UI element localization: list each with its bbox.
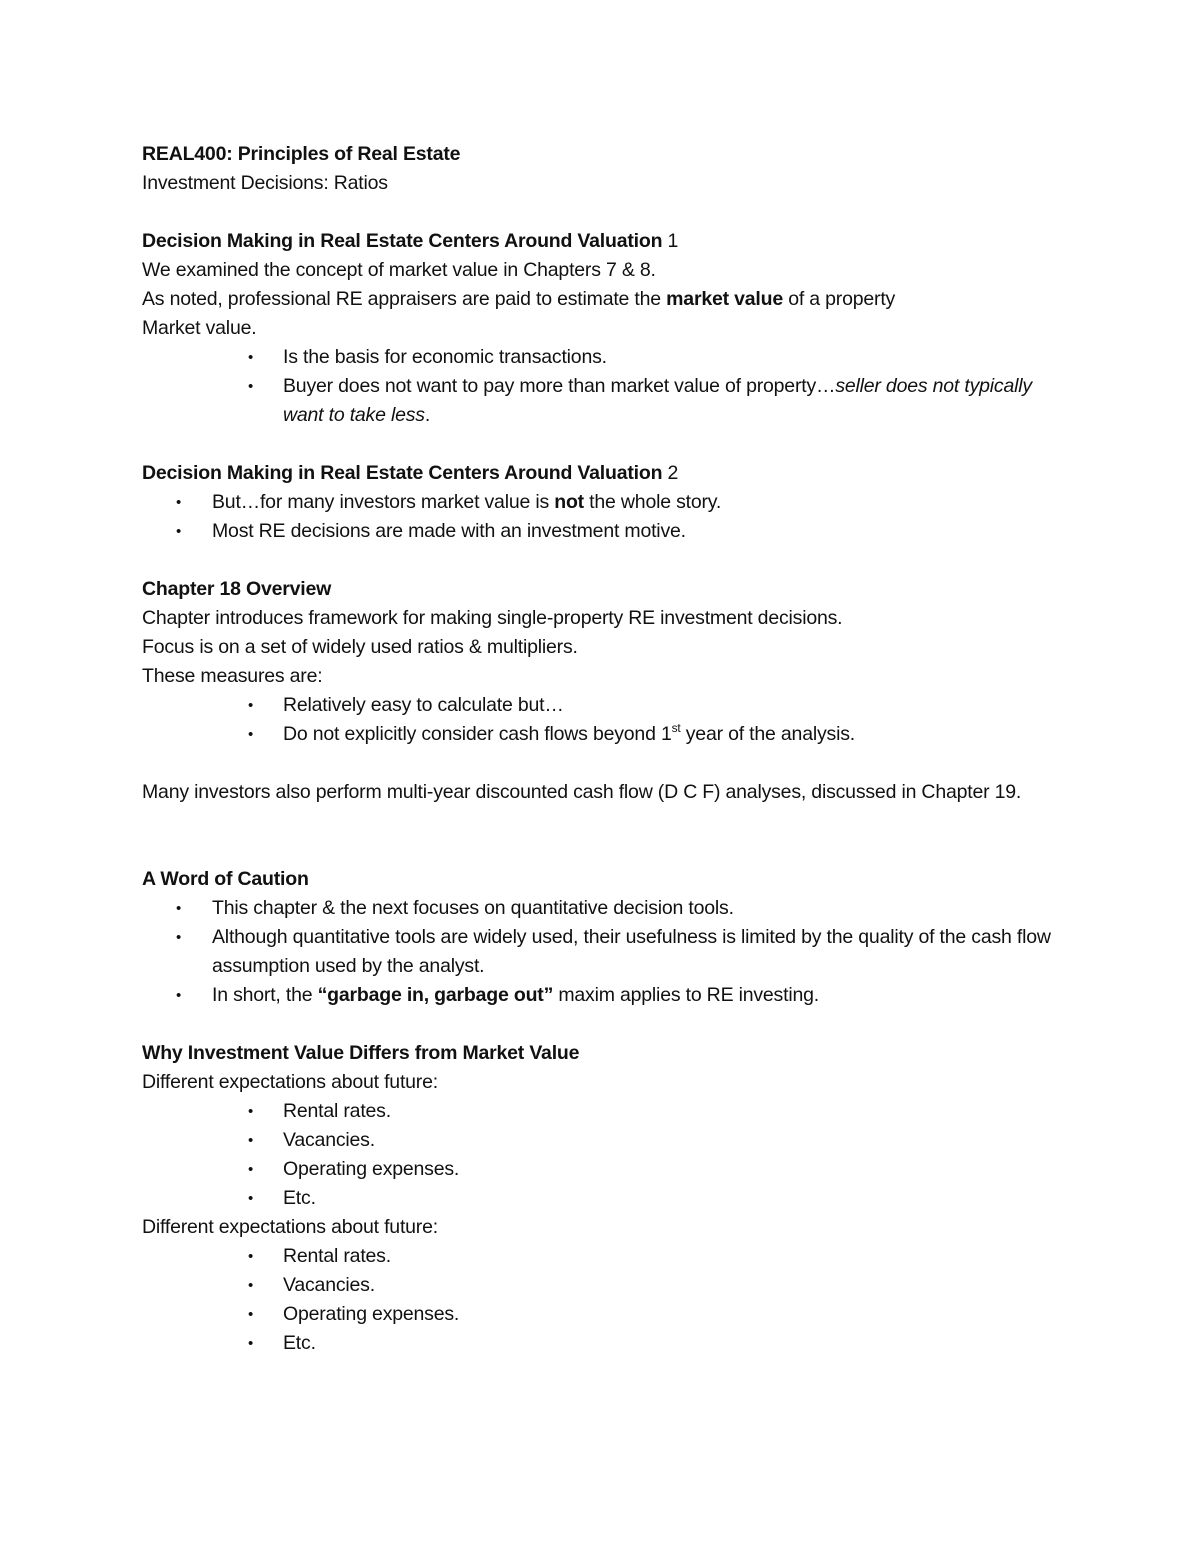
list-item-text: Although quantitative tools are widely used, their usefulness is limited by the quality of the cash flow assumption used by the analyst. <box>212 926 1051 977</box>
section-heading: Why Investment Value Differs from Market Value <box>142 1042 580 1064</box>
section-heading: Chapter 18 Overview <box>142 578 332 600</box>
list-item <box>142 1271 1072 1300</box>
list-item <box>142 488 1072 517</box>
bullet-icon: • <box>248 378 254 395</box>
superscript: st <box>671 721 681 735</box>
text-run: Buyer does not want to pay more than market value of property… <box>283 375 836 397</box>
bullet-list <box>142 1242 1072 1358</box>
list-item <box>142 1097 1072 1126</box>
bullet-icon: • <box>176 987 182 1004</box>
bullet-icon: • <box>176 929 182 946</box>
section-heading <box>142 227 1072 256</box>
document-subtitle: Investment Decisions: Ratios <box>142 172 388 194</box>
text-run: As noted, professional RE appraisers are paid to estimate the <box>142 288 667 310</box>
document-page <box>142 140 1072 1358</box>
list-item <box>142 923 1072 981</box>
section-heading-number: 1 <box>662 230 679 252</box>
text-run: the whole story. <box>583 491 722 513</box>
list-item-text <box>212 488 1072 517</box>
spacer <box>142 1010 1072 1039</box>
spacer <box>142 546 1072 575</box>
paragraph-line: Focus is on a set of widely used ratios & multipliers. <box>142 636 578 658</box>
bullet-list <box>142 1097 1072 1213</box>
paragraph-line: Different expectations about future: <box>142 1071 438 1093</box>
list-item-text: Rental rates. <box>283 1245 391 1267</box>
bullet-icon: • <box>248 1335 254 1352</box>
bold-text-run: “garbage in, garbage out” <box>317 984 554 1006</box>
bold-text-run: not <box>554 491 584 513</box>
text-run: In short, the <box>212 984 318 1006</box>
list-item <box>142 1155 1072 1184</box>
paragraph-line: These measures are: <box>142 665 323 687</box>
list-item-text: Operating expenses. <box>283 1303 460 1325</box>
section-heading <box>142 459 1072 488</box>
list-item <box>142 517 1072 546</box>
spacer <box>142 198 1072 227</box>
bullet-icon: • <box>248 349 254 366</box>
list-item-text: Is the basis for economic transactions. <box>283 346 607 368</box>
list-item <box>142 1184 1072 1213</box>
list-item <box>142 372 1072 430</box>
list-item-text: This chapter & the next focuses on quantitative decision tools. <box>212 897 734 919</box>
text-run: . <box>424 404 431 426</box>
bullet-icon: • <box>248 1103 254 1120</box>
list-item <box>142 981 1072 1010</box>
bullet-icon: • <box>176 900 182 917</box>
list-item-text <box>283 372 1072 430</box>
bullet-list <box>142 343 1072 430</box>
section-heading-text: Decision Making in Real Estate Centers Around Valuation <box>142 230 663 252</box>
list-item <box>142 720 1072 749</box>
bullet-icon: • <box>248 1132 254 1149</box>
italic-text-run: seller does not typically want to take less <box>283 375 1032 426</box>
section-heading: A Word of Caution <box>142 868 309 890</box>
list-item-text: Vacancies. <box>283 1129 375 1151</box>
list-item-text: Etc. <box>283 1332 316 1354</box>
list-item <box>142 1329 1072 1358</box>
bullet-icon: • <box>248 726 254 743</box>
course-title: REAL400: Principles of Real Estate <box>142 143 461 165</box>
paragraph-line: We examined the concept of market value in Chapters 7 & 8. <box>142 259 656 281</box>
list-item <box>142 894 1072 923</box>
bullet-list <box>142 691 1072 749</box>
section-heading-number: 2 <box>662 462 679 484</box>
list-item <box>142 1126 1072 1155</box>
spacer <box>142 807 1072 865</box>
bullet-icon: • <box>248 697 254 714</box>
paragraph: Many investors also perform multi-year discounted cash flow (D C F) analyses, discussed in Chapter 19. <box>142 781 1022 803</box>
list-item <box>142 343 1072 372</box>
text-run: But…for many investors market value is <box>212 491 555 513</box>
bullet-icon: • <box>248 1190 254 1207</box>
text-run: year of the analysis. <box>680 723 855 745</box>
bullet-list <box>142 894 1072 1010</box>
bullet-icon: • <box>248 1161 254 1178</box>
list-item-text: Operating expenses. <box>283 1158 460 1180</box>
list-item-text <box>212 981 1072 1010</box>
bullet-icon: • <box>248 1277 254 1294</box>
bullet-icon: • <box>248 1248 254 1265</box>
section-heading-text: Decision Making in Real Estate Centers Around Valuation <box>142 462 663 484</box>
spacer <box>142 749 1072 778</box>
bullet-icon: • <box>248 1306 254 1323</box>
bold-text-run: market value <box>666 288 783 310</box>
paragraph-line: Chapter introduces framework for making single-property RE investment decisions. <box>142 607 843 629</box>
bullet-icon: • <box>176 494 182 511</box>
list-item-text: Relatively easy to calculate but… <box>283 694 564 716</box>
paragraph-line: Market value. <box>142 317 257 339</box>
spacer <box>142 430 1072 459</box>
text-run: maxim applies to RE investing. <box>553 984 819 1006</box>
bullet-icon: • <box>176 523 182 540</box>
list-item-text <box>283 720 1072 749</box>
list-item <box>142 691 1072 720</box>
paragraph-line: Different expectations about future: <box>142 1216 438 1238</box>
list-item-text: Rental rates. <box>283 1100 391 1122</box>
list-item-text: Vacancies. <box>283 1274 375 1296</box>
list-item <box>142 1242 1072 1271</box>
text-run: Do not explicitly consider cash flows beyond 1 <box>283 723 672 745</box>
paragraph-line <box>142 285 1072 314</box>
list-item-text: Etc. <box>283 1187 316 1209</box>
bullet-list <box>142 488 1072 546</box>
list-item-text: Most RE decisions are made with an investment motive. <box>212 520 686 542</box>
list-item <box>142 1300 1072 1329</box>
text-run: of a property <box>783 288 896 310</box>
